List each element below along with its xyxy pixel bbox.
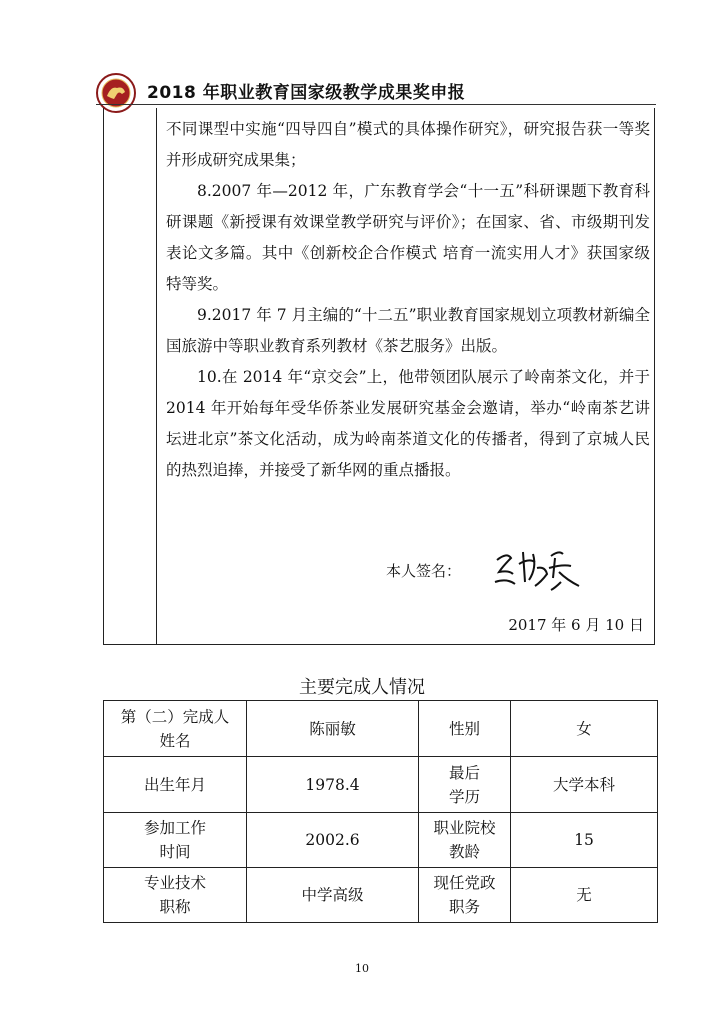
signature-label: 本人签名： [386, 562, 462, 580]
table-value-cell: 大学本科 [511, 757, 658, 813]
table-label-cell: 第（二）完成人 姓名 [104, 701, 247, 757]
table-value-cell: 陈丽敏 [247, 701, 419, 757]
table-value-cell: 中学高级 [247, 868, 419, 923]
table-row [104, 701, 658, 757]
table-row [104, 868, 658, 923]
table-label-cell: 最后 学历 [419, 757, 511, 813]
page-header [95, 64, 655, 108]
statement-paragraph: 不同课型中实施“四导四自”模式的具体操作研究》，研究报告获一等奖并形成研究成果集； [166, 120, 650, 169]
table-value-cell: 15 [511, 813, 658, 868]
statement-paragraph: 9.2017 年 7 月主编的“十二五”职业教育国家规划立项教材新编全国旅游中等职业教育系列教材《茶艺服务》出版。 [166, 306, 650, 355]
statement-text [166, 114, 650, 486]
statement-paragraph: 10.在 2014 年“京交会”上，他带领团队展示了岭南茶文化，并于 2014 年开始每年受华侨茶业发展研究基金会邀请，举办“岭南茶艺讲坛进北京”茶文化活动，成为岭南茶道文化的传播者，得到了京城人民的热烈追捧，并接受了新华网的重点播报。 [166, 368, 650, 479]
table-label-cell: 专业技术 职称 [104, 868, 247, 923]
table-value-cell: 2002.6 [247, 813, 419, 868]
table-label-cell: 性别 [419, 701, 511, 757]
header-title: 2018 年职业教育国家级教学成果奖申报 [147, 83, 466, 103]
table-label-cell: 参加工作 时间 [104, 813, 247, 868]
table-row [104, 757, 658, 813]
section-title: 主要完成人情况 [299, 677, 425, 698]
table-value-cell: 1978.4 [247, 757, 419, 813]
table-value-cell: 无 [511, 868, 658, 923]
header-rule [96, 104, 656, 105]
handwritten-signature [489, 538, 589, 598]
table-row [104, 813, 658, 868]
completer-info-table [103, 700, 658, 923]
statement-paragraph: 8.2007 年—2012 年，广东教育学会“十一五”科研课题下教育科研课题《新授课有效课堂教学研究与评价》；在国家、省、市级期刊发表论文多篇。其中《创新校企合作模式 培育一流实用人才》获国家级特等奖。 [166, 182, 650, 293]
box-column-divider [156, 108, 157, 644]
table-label-cell: 现任党政 职务 [419, 868, 511, 923]
table-label-cell: 职业院校 教龄 [419, 813, 511, 868]
signature-date: 2017 年 6 月 10 日 [508, 616, 644, 634]
table-value-cell: 女 [511, 701, 658, 757]
statement-box [103, 108, 655, 645]
table-label-cell: 出生年月 [104, 757, 247, 813]
page-number: 10 [355, 962, 369, 975]
